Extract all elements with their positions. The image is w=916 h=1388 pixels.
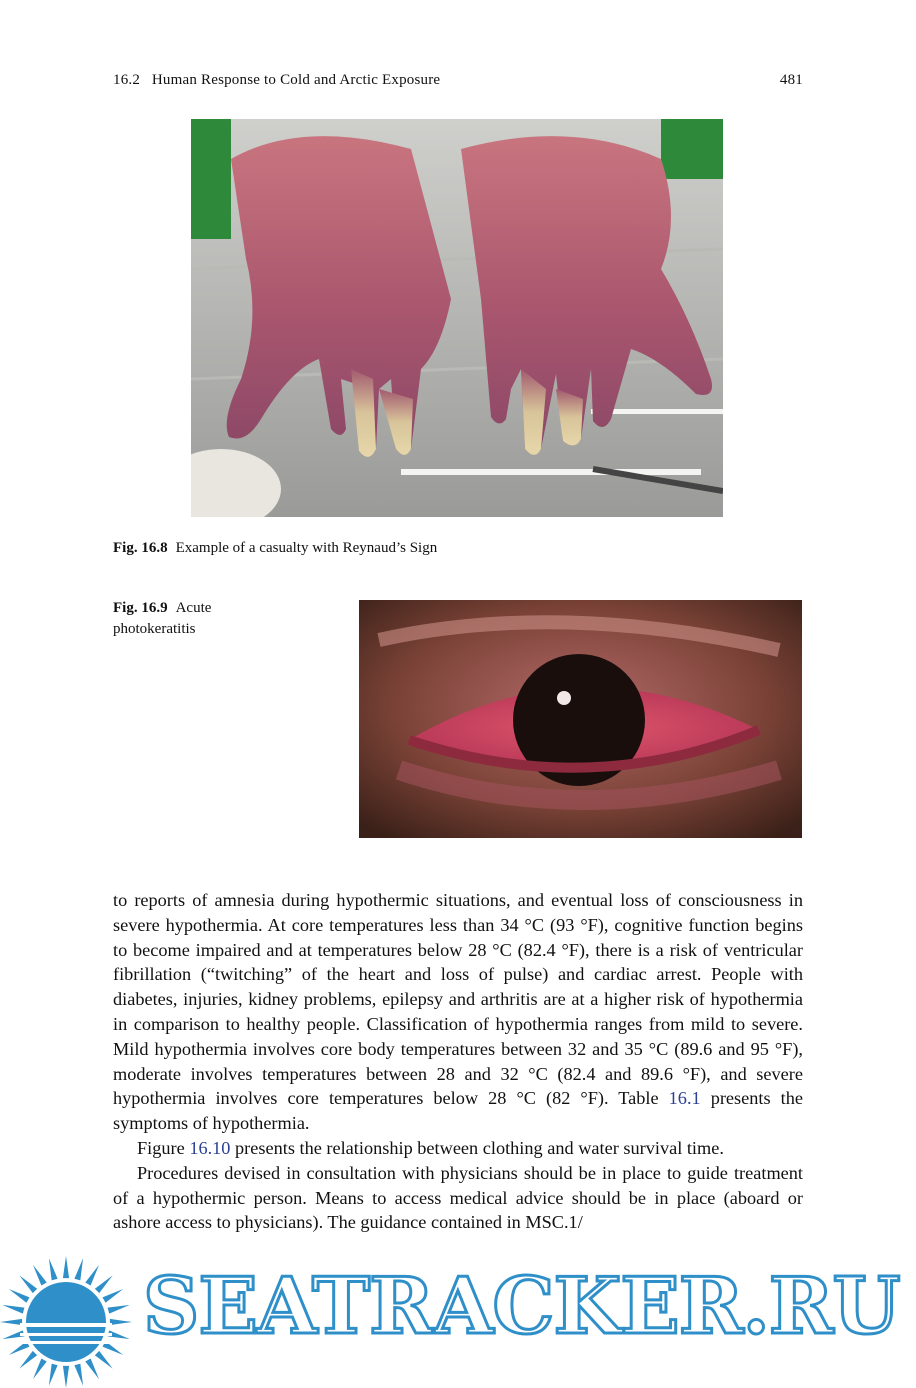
paragraph-hypothermia: [113, 888, 803, 1136]
figure-16-8-caption: [113, 540, 437, 557]
figure-eye-photo: [359, 600, 802, 838]
sun-ray: [19, 1351, 37, 1369]
sun-ray: [33, 1358, 47, 1379]
sun-ray: [74, 1364, 83, 1386]
figure-16-8-caption-text: Example of a casualty with Reynaud’s Sign: [175, 540, 438, 556]
eye-photo-illustration: [359, 600, 802, 838]
figure-16-8-label: Fig. 16.8: [113, 540, 168, 556]
sun-ray: [63, 1256, 69, 1278]
table-16-1-link[interactable]: 16.1: [668, 1088, 701, 1109]
paragraph-figure-ref: [113, 1136, 803, 1161]
figure-16-9-caption-text: Acute photokeratitis: [113, 600, 212, 637]
paragraph-2-text: Figure: [137, 1137, 190, 1158]
figure-16-10-link[interactable]: 16.10: [189, 1137, 231, 1158]
sun-ray: [95, 1351, 113, 1369]
paragraph-2-text-end: presents the relationship between clothing and water survival time.: [230, 1137, 724, 1158]
page-number: 481: [779, 72, 803, 88]
figure-16-9-caption: [113, 598, 283, 640]
hands-photo-illustration: [191, 119, 723, 517]
sun-ray: [2, 1305, 24, 1314]
sun-icon: [0, 1256, 132, 1388]
body-text: [113, 888, 803, 1235]
sun-ray: [49, 1258, 58, 1280]
sun-ray: [0, 1319, 22, 1325]
paragraph-procedures: Procedures devised in consultation with physicians should be in place to guide treatment of a hypothermic person. Means to access medical advice should be in place (aboard or ashore access to physicians). The guidance contained in MSC.1/: [113, 1162, 803, 1233]
sun-ray: [85, 1265, 99, 1286]
sun-ray: [85, 1358, 99, 1379]
sun-ray: [110, 1319, 132, 1325]
paragraph-1-text-end: presents the symptoms of hypothermia.: [113, 1088, 803, 1134]
figure-hands-photo: [191, 119, 723, 517]
sun-ray: [19, 1275, 37, 1293]
sun-ray: [102, 1289, 123, 1303]
watermark-text: SEATRACKER.RU: [143, 1261, 900, 1352]
sun-ray: [108, 1305, 130, 1314]
section-title: 16.2 Human Response to Cold and Arctic Exposure: [113, 72, 441, 88]
sun-ray: [74, 1258, 83, 1280]
figure-16-9-label: Fig. 16.9: [113, 600, 168, 616]
sun-ray: [9, 1289, 30, 1303]
paragraph-1-text: to reports of amnesia during hypothermic situations, and eventual loss of consciousness in severe hypothermia. At core temperatures less than 34 °C (93 °F), cognitive function begins to become impaired and at temperatures below 28 °C (82.4 °F), there is a risk of ventricular fibrillation (“twitching” of the heart and loss of pulse) and cardiac arrest. People with diabetes, injuries, kidney problems, epilepsy and arthritis are at a higher risk of hypothermia in comparison to healthy people. Classification of hypothermia ranges from mild to severe. Mild hypothermia involves core body temperatures between 32 and 35 °C (89.6 and 95 °F), moderate involves temperatures between 28 and 32 °C (82.4 and 89.6 °F), and severe hypothermia involves core temperatures below 28 °C (82 °F). Table: [113, 890, 803, 1109]
sun-ray: [95, 1275, 113, 1293]
running-head: [113, 72, 803, 94]
sun-ray: [33, 1265, 47, 1286]
sun-ray: [63, 1366, 69, 1388]
sun-ray: [49, 1364, 58, 1386]
